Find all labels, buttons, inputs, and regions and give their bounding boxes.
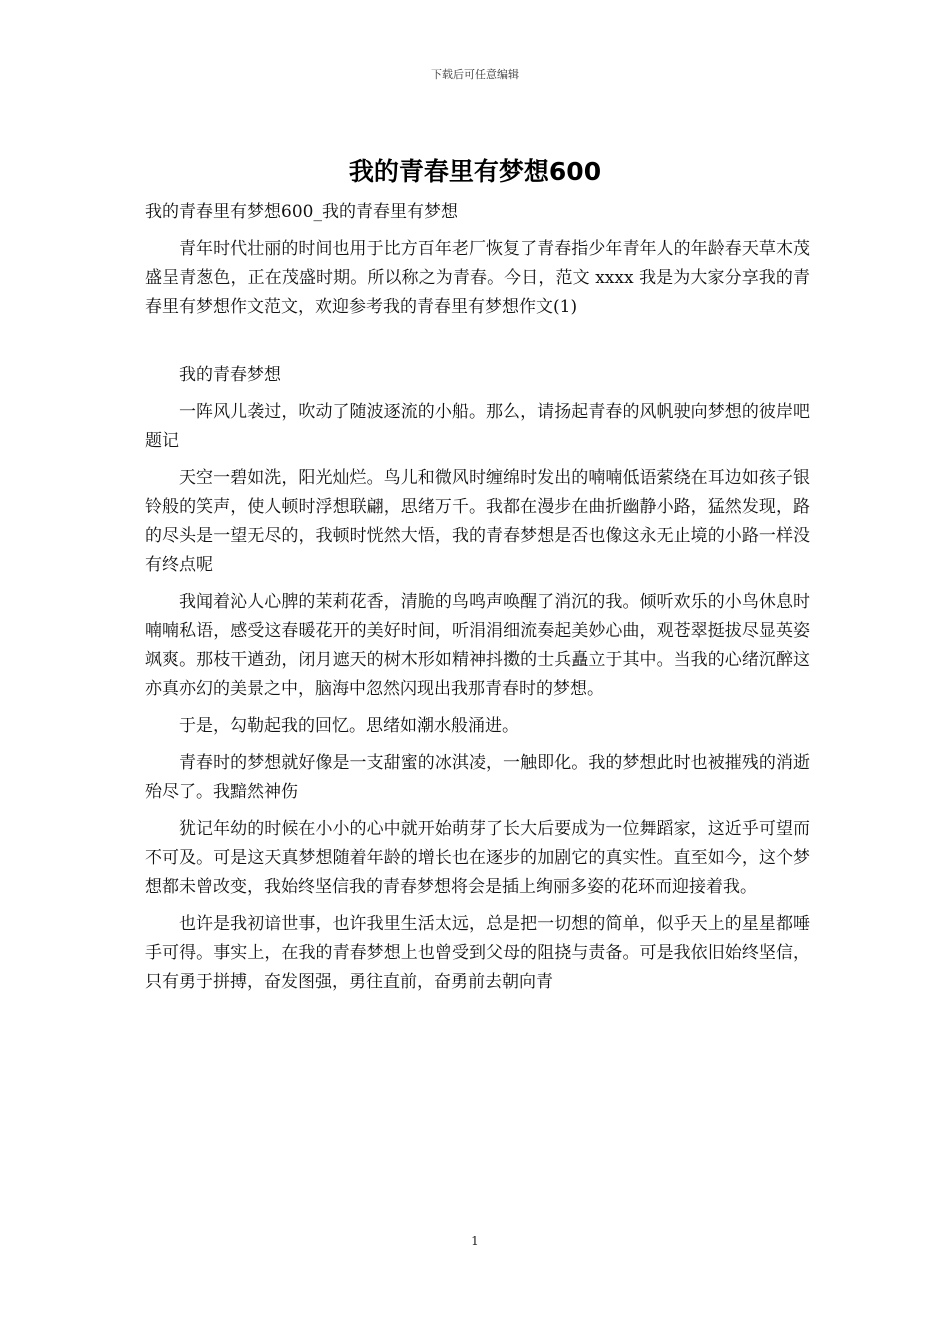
section-heading: 我的青春梦想	[179, 365, 281, 385]
body-paragraph: 我闻着沁人心脾的茉莉花香，清脆的鸟鸣声唤醒了消沉的我。倾听欢乐的小鸟休息时喃喃私语，感受这春暖花开的美好时间，听涓涓细流奏起美妙心曲，观苍翠挺拔尽显英姿飒爽。那枝干遒劲，闭月遮天的树木形如精神抖擞的士兵矗立于其中。当我的心绪沉醉这亦真亦幻的美景之中，脑海中忽然闪现出我那青春时的梦想。	[145, 592, 810, 699]
blank-line	[145, 330, 810, 361]
body-paragraph: 也许是我初谙世事，也许我里生活太远，总是把一切想的简单，似乎天上的星星都唾手可得。事实上，在我的青春梦想上也曾受到父母的阻挠与责备。可是我依旧始终坚信，只有勇于拼搏，奋发图强，勇往直前，奋勇前去朝向青	[145, 914, 810, 992]
document-body	[145, 198, 810, 1005]
intro-paragraph: 青年时代壮丽的时间也用于比方百年老厂恢复了青春指少年青年人的年龄春天草木茂盛呈青葱色，正在茂盛时期。所以称之为青春。今日，范文 xxxx 我是为大家分享我的青春里有梦想作文范文，欢迎参考我的青春里有梦想作文(1)	[145, 239, 810, 317]
body-paragraph: 一阵风儿袭过，吹动了随波逐流的小船。那么，请扬起青春的风帆驶向梦想的彼岸吧题记	[145, 402, 810, 451]
body-paragraph: 青春时的梦想就好像是一支甜蜜的冰淇凌，一触即化。我的梦想此时也被摧残的消逝殆尽了。我黯然神伤	[145, 753, 810, 802]
document-title: 我的青春里有梦想600	[348, 157, 602, 186]
document-subtitle: 我的青春里有梦想600_我的青春里有梦想	[145, 202, 458, 222]
page-number: 1	[471, 1234, 479, 1248]
body-paragraph: 于是，勾勒起我的回忆。思绪如潮水般涌进。	[179, 716, 519, 736]
page-header-note: 下载后可任意编辑	[431, 68, 519, 81]
body-paragraph: 天空一碧如洗，阳光灿烂。鸟儿和微风时缠绵时发出的喃喃低语萦绕在耳边如孩子银铃般的笑声，使人顿时浮想联翩，思绪万千。我都在漫步在曲折幽静小路，猛然发现，路的尽头是一望无尽的，我顿时恍然大悟，我的青春梦想是否也像这永无止境的小路一样没有终点呢	[145, 468, 810, 575]
body-paragraph: 犹记年幼的时候在小小的心中就开始萌芽了长大后要成为一位舞蹈家，这近乎可望而不可及。可是这天真梦想随着年龄的增长也在逐步的加剧它的真实性。直至如今，这个梦想都未曾改变，我始终坚信我的青春梦想将会是插上绚丽多姿的花环而迎接着我。	[145, 819, 810, 897]
